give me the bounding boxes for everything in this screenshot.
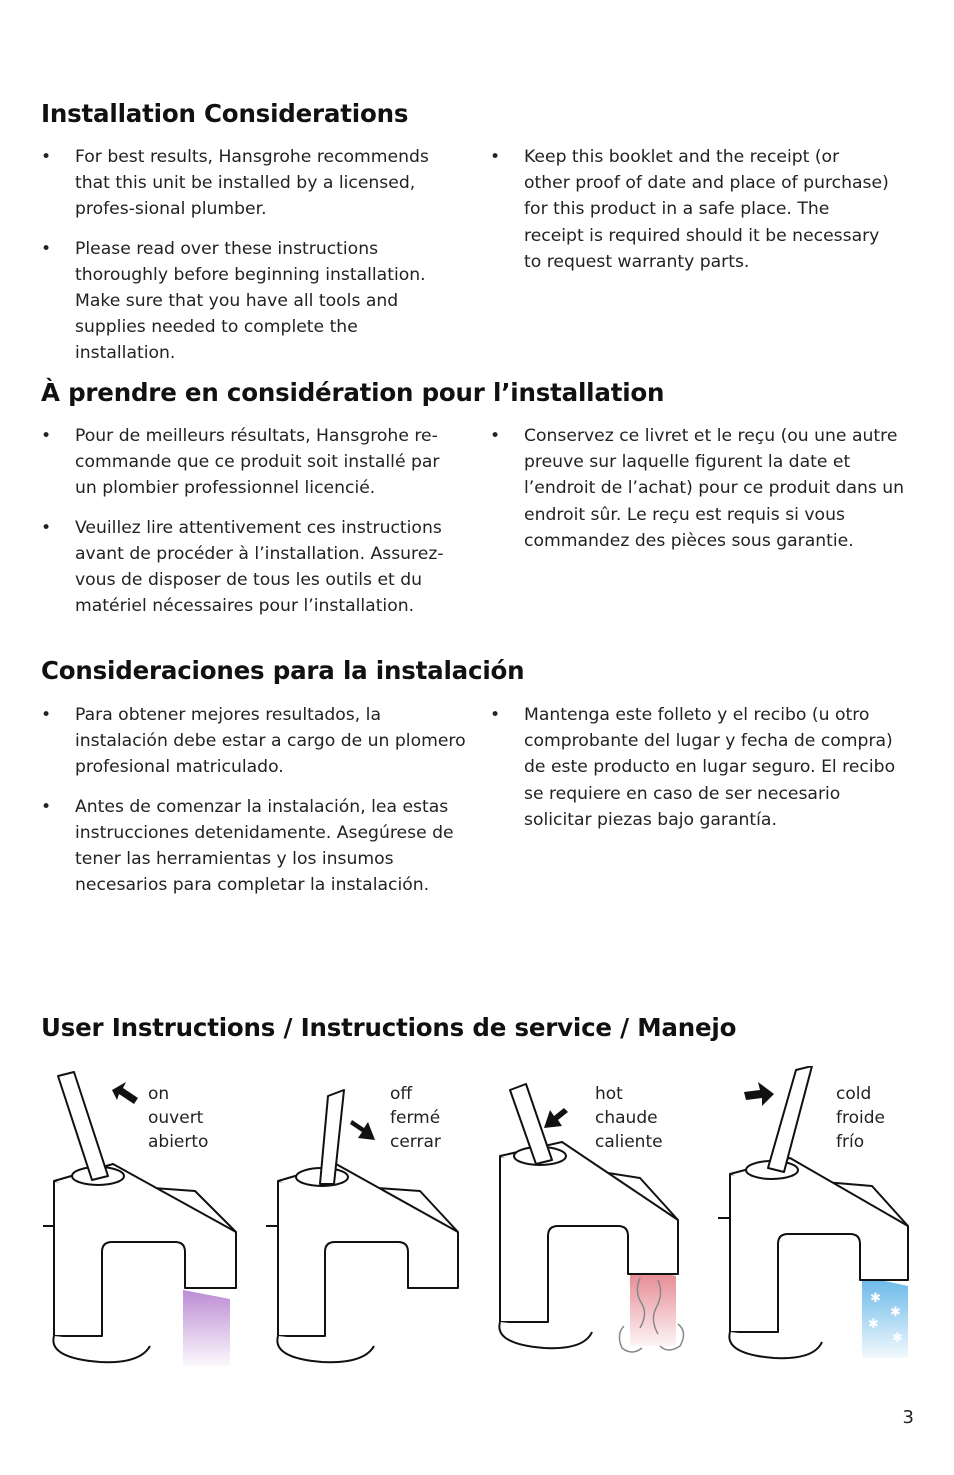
faucet-hot-figure — [480, 1066, 700, 1366]
faucet-off-figure — [260, 1066, 470, 1366]
page-number: 3 — [902, 1407, 914, 1428]
section-title-spanish: Consideraciones para la instalación — [41, 656, 525, 685]
user-instructions-title: User Instructions / Instructions de service / Manejo — [41, 1013, 737, 1042]
svg-text:✱: ✱ — [890, 1305, 901, 1320]
faucet-on-figure — [40, 1066, 250, 1366]
list-item: • Para obtener mejores resultados, la instalación debe estar a cargo de un plomero profesional matriculado. — [41, 705, 466, 778]
faucet-on-illustration — [40, 1066, 250, 1366]
faucet-cold-figure — [710, 1066, 920, 1366]
lever-handle — [58, 1072, 108, 1180]
faucet-hot-illustration — [480, 1066, 700, 1366]
caption-hot: hot chaude caliente — [595, 1084, 663, 1152]
svg-text:✱: ✱ — [868, 1317, 879, 1332]
section-spanish-right-column — [490, 702, 910, 846]
svg-text:✱: ✱ — [870, 1291, 881, 1306]
list-item: • Pour de meilleurs résultats, Hansgrohe re-commande que ce produit soit installé par un plombier professionnel licencié. — [41, 426, 440, 499]
list-item: • Conservez ce livret et le reçu (ou une autre preuve sur laquelle figurent la date et l’endroit de l’achat) pour ce produit dans un endroit sûr. Le reçu est requis si vous commandez des pièces sous garantie. — [490, 426, 905, 551]
section-title-french: À prendre en considération pour l’installation — [41, 378, 665, 407]
section-french-right-column — [490, 423, 915, 567]
faucet-cold-illustration — [710, 1066, 920, 1366]
arrow-icon — [744, 1082, 774, 1106]
section-french-left-column — [41, 423, 461, 632]
water-stream — [183, 1290, 230, 1366]
section-english-left-column — [41, 144, 461, 380]
arrow-icon — [544, 1108, 568, 1128]
section-english-right-column — [490, 144, 890, 288]
list-item: • Keep this booklet and the receipt (or other proof of date and place of purchase) for this product in a safe place. The receipt is required should it be necessary to request warranty parts. — [490, 147, 889, 272]
arrow-icon — [112, 1082, 138, 1104]
water-stream — [630, 1266, 676, 1346]
svg-text:✱: ✱ — [892, 1331, 903, 1346]
caption-cold: cold froide frío — [836, 1084, 885, 1152]
arrow-icon — [350, 1120, 375, 1140]
list-item: • Mantenga este folleto y el recibo (u otro comprobante del lugar y fecha de compra) de este producto en lugar seguro. El recibo se requiere en caso de ser necesario solicitar piezas bajo garantía. — [490, 705, 896, 830]
list-item: • Veuillez lire attentivement ces instructions avant de procéder à l’installation. Assurez-vous de disposer de tous les outils et du matériel nécessaires pour l’installation. — [41, 517, 444, 617]
list-item: • Antes de comenzar la instalación, lea estas instrucciones detenidamente. Asegúrese de tener las herramientas y los insumos necesarios para completar la instalación. — [41, 796, 454, 896]
caption-on: on ouvert abierto — [148, 1084, 209, 1152]
list-item: • For best results, Hansgrohe recommends that this unit be installed by a licensed, profes-sional plumber. — [41, 147, 429, 220]
list-item: • Please read over these instructions thoroughly before beginning installation. Make sure that you have all tools and supplies needed to complete the installation. — [41, 238, 426, 364]
caption-off: off fermé cerrar — [390, 1084, 441, 1152]
section-title-english: Installation Considerations — [41, 99, 409, 128]
section-spanish-left-column — [41, 702, 466, 911]
lever-handle — [768, 1066, 812, 1172]
